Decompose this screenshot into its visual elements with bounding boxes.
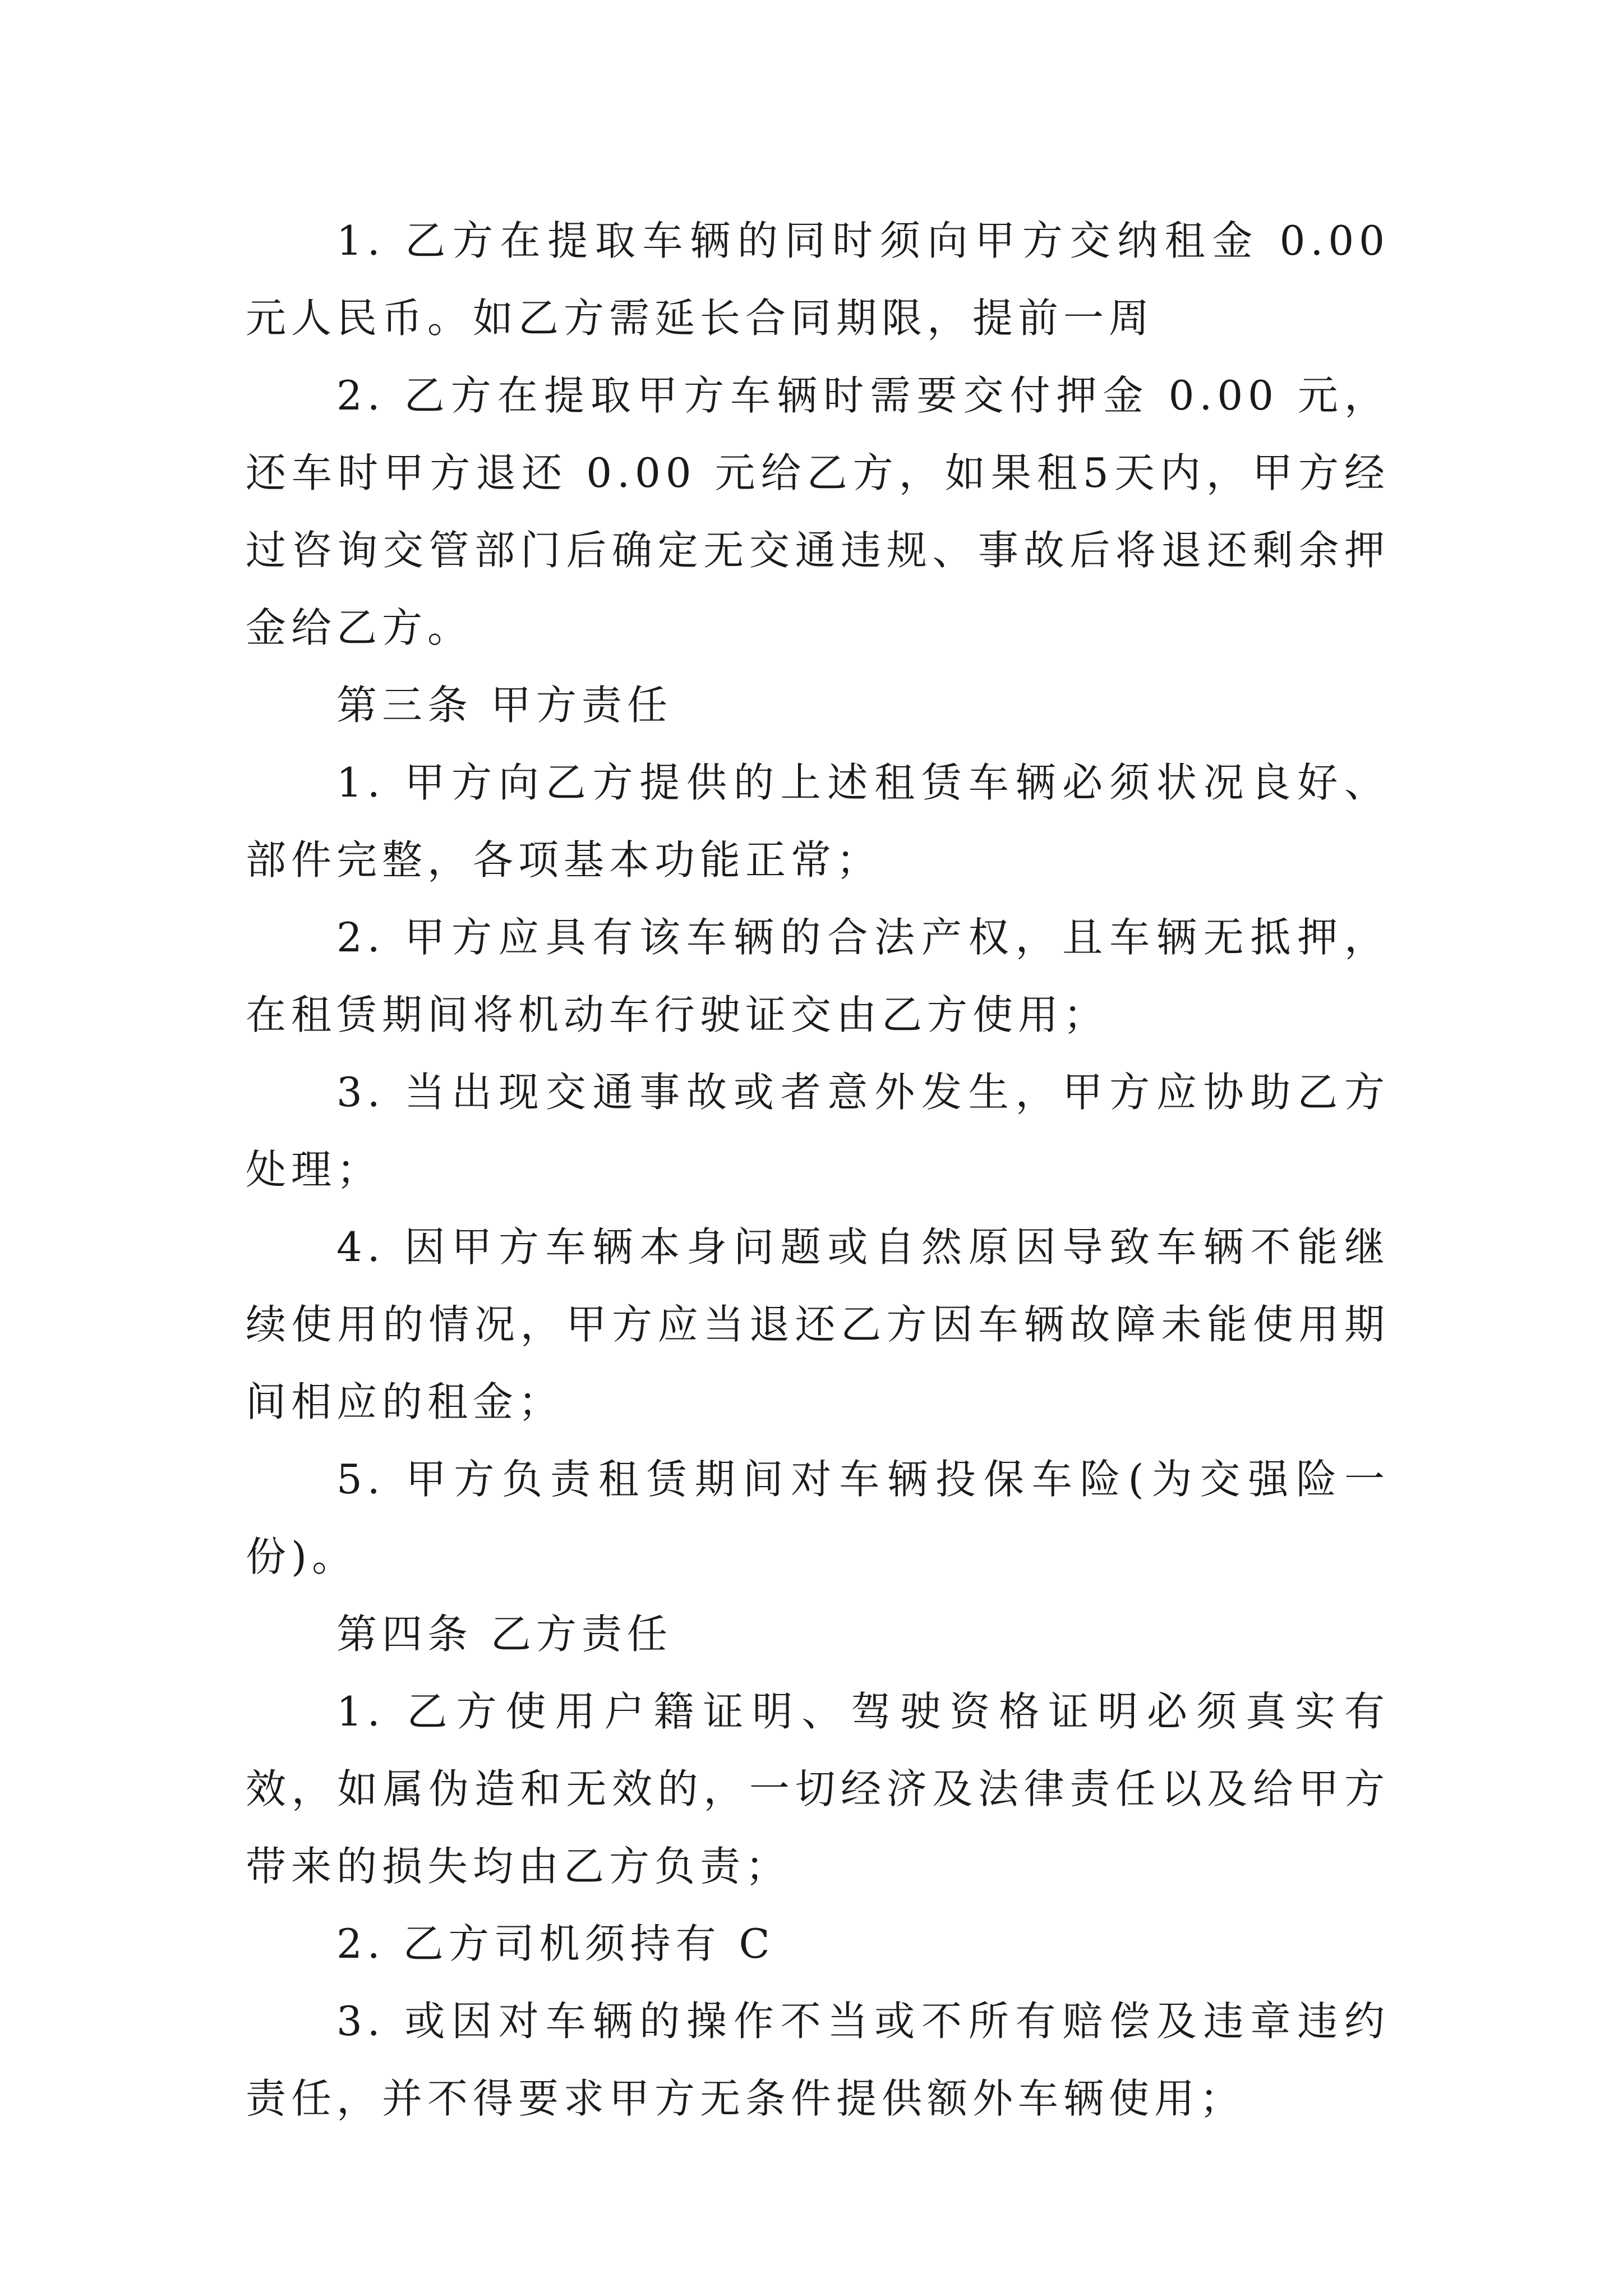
- paragraph-a-clause-2: 2. 甲方应具有该车辆的合法产权，且车辆无抵押，在租赁期间将机动车行驶证交由乙方使用；: [246, 914, 1390, 1038]
- paragraph-a-clause-1: 1. 甲方向乙方提供的上述租赁车辆必须状况良好、部件完整，各项基本功能正常；: [246, 759, 1390, 884]
- paragraph-b-clause-1: 1. 乙方使用户籍证明、驾驶资格证明必须真实有效，如属伪造和无效的，一切经济及法律责任以及给甲方带来的损失均由乙方负责；: [246, 1688, 1390, 1890]
- paragraph-deposit: 2. 乙方在提取甲方车辆时需要交付押金 0.00 元，还车时甲方退还 0.00 元给乙方，如果租5天内，甲方经过咨询交管部门后确定无交通违规、事故后将退还剩余押金给乙方。: [246, 372, 1390, 651]
- paragraph-b-clause-3: 3. 或因对车辆的操作不当或不所有赔偿及违章违约责任，并不得要求甲方无条件提供额外车辆使用；: [246, 1998, 1390, 2122]
- section-heading-party-b: 第四条 乙方责任: [336, 1611, 672, 1658]
- paragraph-b-clause-2: 2. 乙方司机须持有 C: [336, 1920, 775, 1967]
- paragraph-rent-payment: 1. 乙方在提取车辆的同时须向甲方交纳租金 0.00 元人民币。如乙方需延长合同期限，提前一周: [246, 217, 1390, 342]
- paragraph-a-clause-4: 4. 因甲方车辆本身问题或自然原因导致车辆不能继续使用的情况，甲方应当退还乙方因车辆故障未能使用期间相应的租金；: [246, 1223, 1390, 1425]
- paragraph-a-clause-3: 3. 当出现交通事故或者意外发生，甲方应协助乙方处理；: [246, 1069, 1390, 1193]
- document-body: [246, 202, 1390, 2137]
- section-heading-party-a: 第三条 甲方责任: [336, 682, 672, 729]
- paragraph-a-clause-5: 5. 甲方负责租赁期间对车辆投保车险(为交强险一份)。: [246, 1456, 1390, 1580]
